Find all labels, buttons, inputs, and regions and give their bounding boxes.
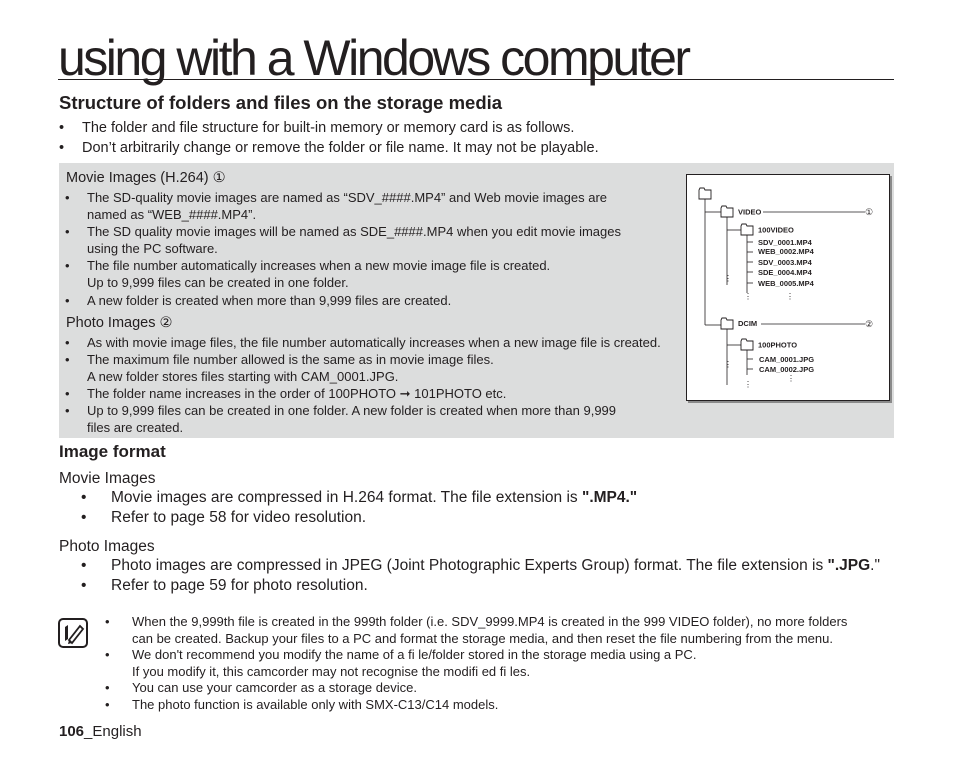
movie-format-list <box>59 488 879 527</box>
intro-bullets <box>59 119 889 158</box>
notes-list <box>105 614 905 713</box>
movie-images-heading: Movie Images (H.264) ① <box>66 170 226 186</box>
100video-folder-icon <box>741 224 753 235</box>
video-ellipsis: ⋮ <box>724 274 732 283</box>
photo-files-ellipsis-1: ⋮ <box>744 380 752 389</box>
list-item: • The photo function is available only with SMX-C13/C14 models. <box>105 696 499 712</box>
movie-images-list <box>59 189 679 309</box>
video-folder-icon <box>721 206 733 217</box>
page-title: using with a Windows computer <box>58 30 689 86</box>
video-file-5: WEB_0005.MP4 <box>758 279 814 288</box>
folder-tree-diagram <box>686 174 890 401</box>
video-file-4: SDE_0004.MP4 <box>758 268 812 277</box>
list-item: • Photo images are compressed in JPEG (Joint Photographic Experts Group) format. The file extension is ".JPG." <box>81 557 880 574</box>
video-folder-label: VIDEO <box>738 207 762 217</box>
title-rule <box>58 79 894 80</box>
video-file-3: SDV_0003.MP4 <box>758 258 812 267</box>
marker-2: ② <box>865 319 874 329</box>
photo-format-list <box>59 556 904 595</box>
list-item: • We don't recommend you modify the name of a fi le/folder stored in the storage media using a PC. If you modify it, this camcorder may not recognise the modifi ed fi les. <box>105 647 697 679</box>
folder-tree-svg <box>687 175 889 400</box>
video-file-2: WEB_0002.MP4 <box>758 247 814 256</box>
100photo-folder-label: 100PHOTO <box>758 340 798 350</box>
section-heading: Structure of folders and files on the storage media <box>59 92 503 113</box>
list-item: • Don’t arbitrarily change or remove the folder or file name. It may not be playable. <box>59 139 599 156</box>
page-footer <box>59 723 142 740</box>
photo-files-ellipsis-2: ⋮ <box>787 374 795 383</box>
list-item: • As with movie image files, the file number automatically increases when a new image file is created. <box>65 335 661 350</box>
list-item: • Up to 9,999 files can be created in one folder. A new folder is created when more than 9,999 files are created. <box>65 403 617 435</box>
list-item: • A new folder is created when more than 9,999 files are created. <box>65 293 452 308</box>
list-item: • Refer to page 58 for video resolution. <box>81 508 367 526</box>
list-item: • When the 9,999th file is created in the 999th folder (i.e. SDV_9999.MP4 is created in the 999 VIDEO folder), no more folders can be created. Backup your files to a PC and format the storage media, and then reset the file numbering from the menu. <box>105 614 848 646</box>
dcim-folder-label: DCIM <box>738 319 758 328</box>
video-files-ellipsis-1: ⋮ <box>744 292 752 301</box>
page-number: 106 <box>59 723 85 740</box>
footer-language: _English <box>84 723 142 740</box>
list-item: • You can use your camcorder as a storage device. <box>105 680 417 695</box>
dcim-ellipsis: ⋮ <box>724 360 732 369</box>
image-format-heading: Image format <box>59 442 166 461</box>
video-files-ellipsis-2: ⋮ <box>786 292 794 301</box>
movie-images-subheading: Movie Images <box>59 470 156 487</box>
note-icon <box>58 618 88 648</box>
100photo-folder-icon <box>741 339 753 350</box>
list-item: • The folder and file structure for built-in memory or memory card is as follows. <box>59 120 575 136</box>
list-item: • The SD-quality movie images are named as “SDV_####.MP4” and Web movie images are named as “WEB_####.MP4”. <box>65 190 607 222</box>
list-item: • The folder name increases in the order of 100PHOTO ➞ 101PHOTO etc. <box>65 386 507 401</box>
list-item: • The maximum file number allowed is the same as in movie image files. A new folder stores files starting with CAM_0001.JPG. <box>65 352 494 384</box>
list-item: • Movie images are compressed in H.264 format. The file extension is ".MP4." <box>81 489 638 506</box>
photo-images-subheading: Photo Images <box>59 538 155 555</box>
100video-folder-label: 100VIDEO <box>758 225 794 235</box>
list-item: • Refer to page 59 for photo resolution. <box>81 576 368 594</box>
photo-images-list <box>59 334 679 436</box>
marker-1: ① <box>865 207 874 217</box>
dcim-folder-icon <box>721 318 733 329</box>
photo-file-1: CAM_0001.JPG <box>759 355 815 364</box>
root-folder-icon <box>699 188 711 199</box>
video-file-1: SDV_0001.MP4 <box>758 238 812 247</box>
list-item: • The file number automatically increases when a new movie image file is created. Up to 9,999 files can be created in one folder. <box>65 258 551 290</box>
photo-images-heading: Photo Images ② <box>66 315 173 331</box>
list-item: • The SD quality movie images will be named as SDE_####.MP4 when you edit movie images using the PC software. <box>65 224 621 256</box>
photo-file-2: CAM_0002.JPG <box>759 365 815 374</box>
